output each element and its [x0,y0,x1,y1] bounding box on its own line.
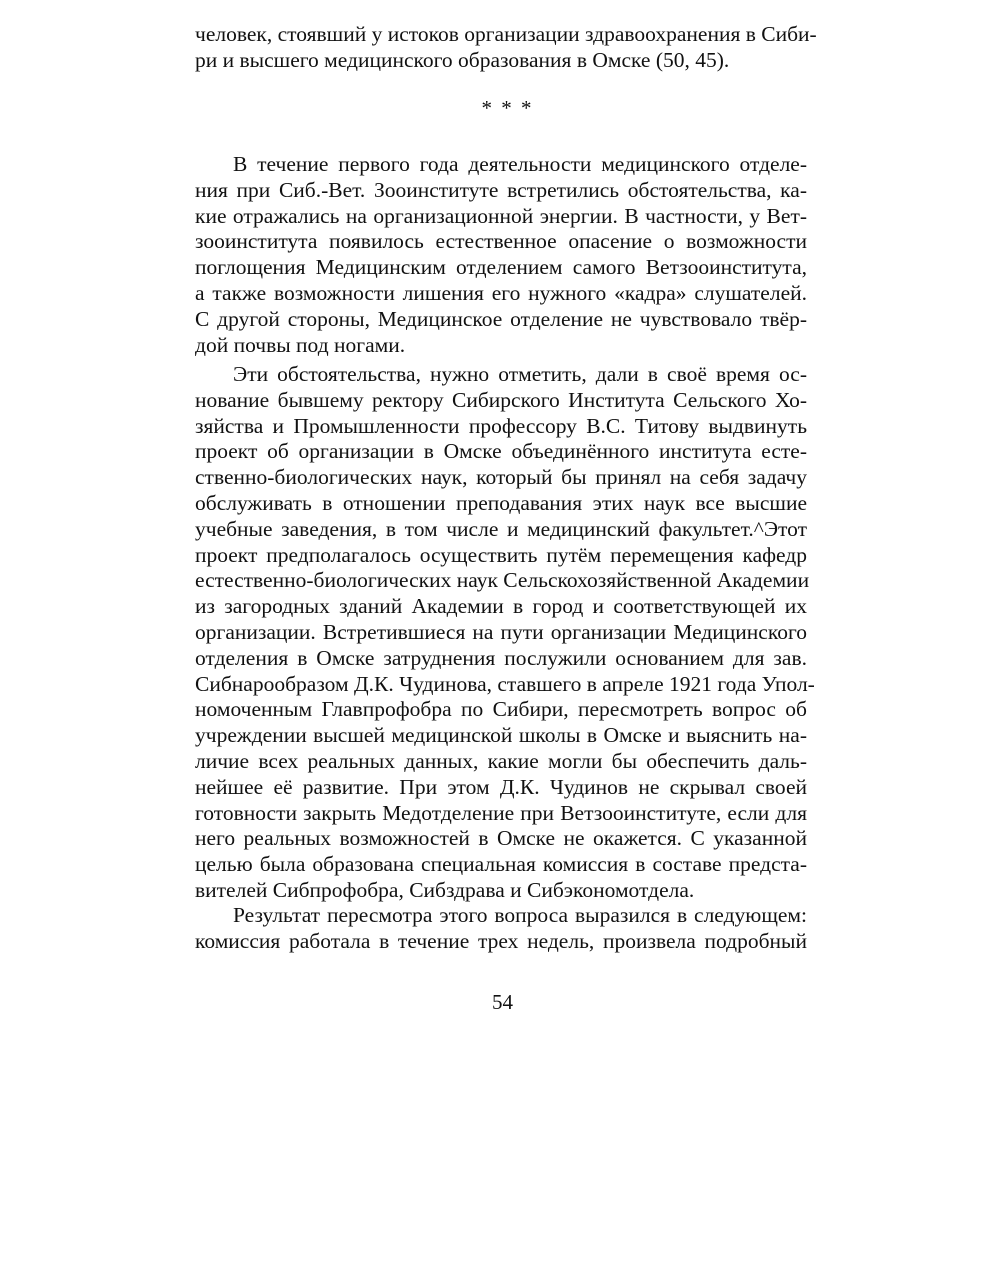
text-line: а также возможности лишения его нужного «кадра» слушателей. [195,280,807,305]
text-line: из загородных зданий Академии в город и соответствующей их [195,594,807,619]
text-line: учебные заведения, в том числе и медицинский факультет.^Этот [195,516,807,541]
text-line: номоченным Главпрофобра по Сибири, пересмотреть вопрос об [195,697,807,722]
paragraph-1 [195,152,807,358]
text-line: дой почвы под ногами. [195,332,406,357]
top-paragraph [195,22,817,74]
text-line: нейшее её развитие. При этом Д.К. Чудинов не скрывал своей [195,774,807,799]
text-line: Эти обстоятельства, нужно отметить, дали в своё время ос- [233,362,807,386]
text-line: готовности закрыть Медотделение при Ветзооинституте, если для [195,800,807,825]
text-line: организации. Встретившиеся на пути организации Медицинского [195,619,807,644]
text-line: Результат пересмотра этого вопроса выразился в следующем: [233,903,807,927]
text-line: ственно-биологических наук, который бы принял на себя задачу [195,465,807,490]
text-line: вителей Сибпрофобра, Сибздрава и Сибэкономотдела. [195,877,695,902]
text-line: кие отражались на организационной энергии. В частности, у Вет- [195,203,807,228]
text-line: учреждении высшей медицинской школы в Омске и выяснить на- [195,723,807,748]
text-line: человек, стоявший у истоков организации здравоохранения в Сиби- [195,22,817,46]
text-line: С другой стороны, Медицинское отделение не чувствовало твёр- [195,306,807,331]
text-line: зяйства и Промышленности профессору В.С. Титову выдвинуть [195,413,807,438]
text-line: нование бывшему ректору Сибирского Института Сельского Хо- [195,387,807,412]
text-line: проект предполагалось осуществить путём перемещения кафедр [195,542,807,567]
section-separator: * * * [481,96,534,120]
text-line: целью была образована специальная комиссия в составе предста- [195,852,807,877]
text-line: обслуживать в отношении преподавания этих наук все высшие [195,490,807,515]
text-line: него реальных возможностей в Омске не окажется. С указанной [195,826,807,851]
paragraph-3 [195,903,807,955]
text-line: отделения в Омске затруднения послужили основанием для зав. [195,645,807,670]
text-line: Сибнарообразом Д.К. Чудинова, ставшего в апреле 1921 года Упол- [195,671,815,696]
text-line: проект об организации в Омске объединённого института есте- [195,439,807,464]
text-line: В течение первого года деятельности медицинского отделе- [233,152,807,176]
paragraph-2 [195,362,815,904]
text-line: естественно-биологических наук Сельскохозяйственной Академии [195,568,810,593]
text-line: ри и высшего медицинского образования в Омске (50, 45). [195,47,730,72]
text-line: ния при Сиб.-Вет. Зооинституте встретились обстоятельства, ка- [195,177,807,202]
text-line: личие всех реальных данных, какие могли бы обеспечить даль- [195,748,807,773]
text-line: комиссия работала в течение трех недель, произвела подробный [195,928,807,953]
text-line: зооинститута появилось естественное опасение о возможности [195,229,807,254]
page-number: 54 [492,990,513,1014]
text-line: поглощения Медицинским отделением самого Ветзооинститута, [195,255,807,280]
